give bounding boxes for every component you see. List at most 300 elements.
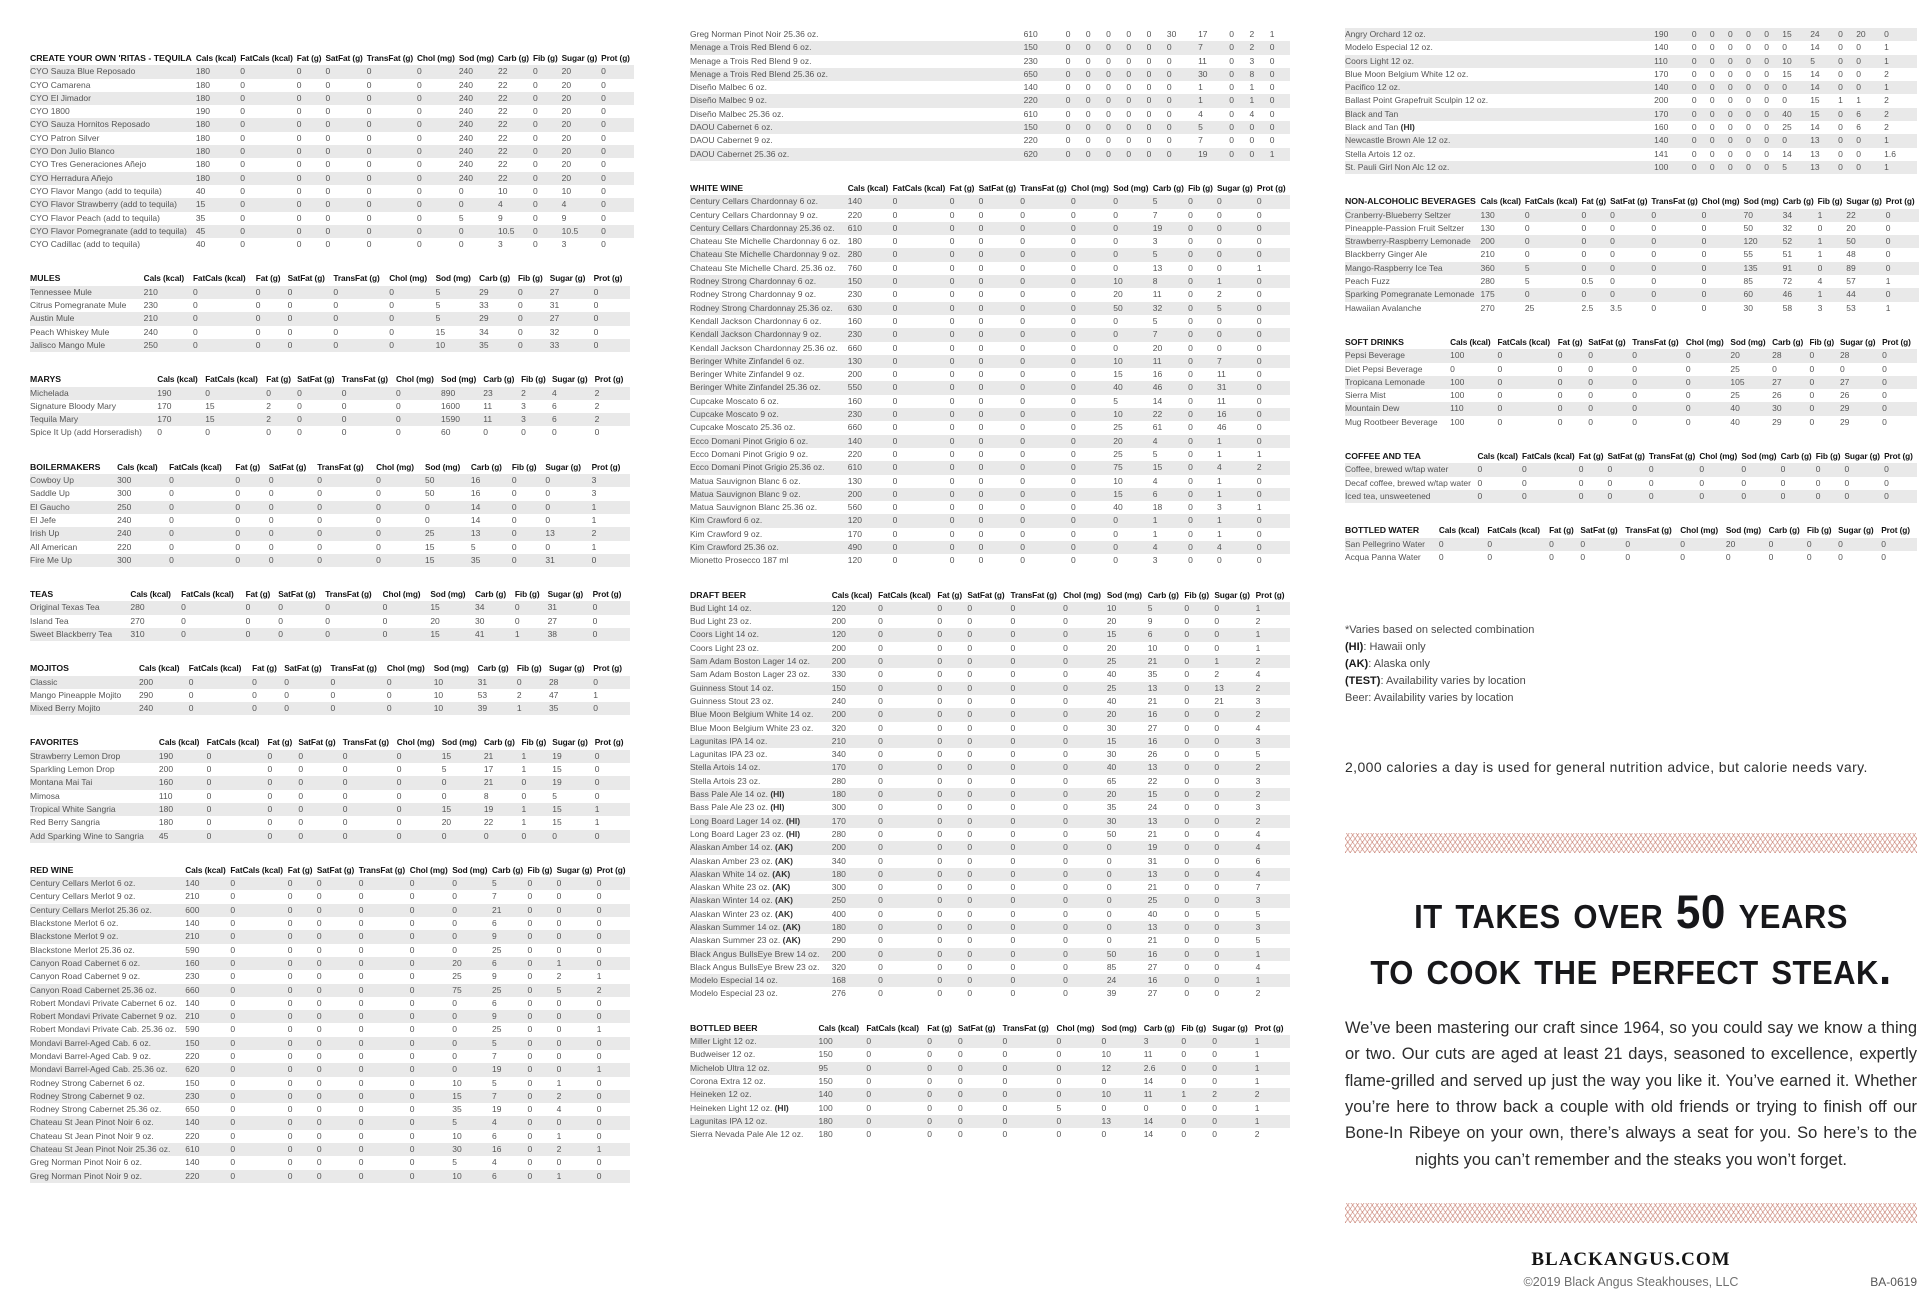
nutrition-value: 0 [1746, 68, 1751, 79]
nutrition-value: 0 [417, 239, 422, 250]
nutrition-value: 0 [269, 501, 317, 514]
nutrition-value: 0 [892, 448, 898, 459]
nutrition-value: 0 [397, 750, 442, 763]
nutrition-value: 0 [358, 1077, 364, 1088]
nutrition-value: 0 [1071, 302, 1113, 315]
nutrition-value: 0 [442, 830, 484, 843]
nutrition-value: 21 [1148, 655, 1185, 668]
nutrition-value: 50 [1113, 302, 1153, 315]
nutrition-value: 120 [832, 628, 878, 641]
nutrition-value: 240 [117, 514, 132, 525]
nutrition-value: 0 [557, 1037, 597, 1050]
nutrition-value: 0 [1106, 82, 1111, 93]
item-name: Blackstone Merlot 9 oz. [30, 930, 185, 943]
nutrition-value: 150 [1024, 121, 1066, 134]
nutrition-value: 2 [516, 689, 522, 700]
nutrition-value: 0 [1071, 488, 1113, 501]
nutrition-value: 0 [367, 198, 417, 211]
nutrition-value: 320 [831, 722, 846, 733]
nutrition-value: 9 [492, 1010, 528, 1023]
nutrition-value: 30 [1166, 29, 1177, 39]
column-header: Fat (g) [1578, 451, 1604, 462]
table-row [1345, 108, 1917, 121]
nutrition-value: 0 [967, 761, 1010, 774]
nutrition-value: 0 [1010, 761, 1063, 774]
nutrition-value: 0 [556, 918, 562, 929]
nutrition-value: 0 [967, 908, 973, 919]
nutrition-value: 10 [452, 1077, 462, 1088]
nutrition-value: 13 [1810, 134, 1838, 147]
item-name: Classic [30, 676, 139, 689]
nutrition-value: 0 [296, 239, 302, 250]
nutrition-value: 0 [1217, 555, 1222, 566]
nutrition-value: 0 [1882, 349, 1917, 362]
table-row [30, 1156, 630, 1169]
table-row [30, 615, 630, 628]
item-name: Stella Artois 14 oz. [690, 761, 832, 774]
nutrition-value: 0 [1625, 538, 1680, 551]
nutrition-value: 890 [441, 387, 483, 400]
nutrition-value: 5 [492, 1037, 528, 1050]
nutrition-value: 0 [1256, 555, 1262, 566]
nutrition-value: 0 [317, 488, 322, 499]
nutrition-value: 27 [550, 312, 594, 325]
nutrition-value: 10 [1147, 642, 1158, 653]
nutrition-value: 0 [333, 339, 389, 352]
nutrition-value: 7 [492, 1090, 528, 1103]
nutrition-value: 0 [978, 422, 984, 433]
nutrition-value: 0 [287, 997, 293, 1008]
column-header: Cals (kcal) [158, 737, 200, 748]
table-row [30, 413, 630, 426]
nutrition-value: 0 [1699, 490, 1741, 503]
nutrition-value: 0 [389, 339, 435, 352]
nutrition-value: 0 [1212, 1102, 1217, 1113]
nutrition-value: 0 [1071, 381, 1113, 394]
nutrition-value: 20 [562, 92, 602, 105]
nutrition-value: 1 [1256, 448, 1262, 459]
nutrition-value: 22 [1147, 775, 1158, 786]
nutrition-value: 0 [245, 615, 251, 626]
nutrition-value: 35 [549, 702, 593, 715]
item-name: Ecco Domani Pinot Grigio 9 oz. [690, 448, 809, 459]
nutrition-value: 28 [1772, 349, 1809, 362]
item-name: Saddle Up [30, 488, 70, 499]
item-name: Add Sparking Wine to Sangria [30, 830, 159, 843]
nutrition-value: 0 [1002, 1102, 1008, 1113]
nutrition-value: 1 [1217, 514, 1257, 527]
nutrition-value: 0 [1214, 961, 1220, 972]
nutrition-value: 190 [159, 750, 207, 763]
nutrition-value: 180 [818, 1129, 833, 1140]
nutrition-value: 0 [1063, 722, 1068, 733]
nutrition-value: 0 [316, 944, 322, 955]
nutrition-value: 0 [892, 475, 898, 486]
table-row [690, 894, 1290, 907]
nutrition-value: 0 [230, 1116, 287, 1129]
nutrition-value: 0 [978, 448, 984, 459]
nutrition-value: 0 [1188, 342, 1193, 353]
nutrition-value: 0 [230, 918, 236, 929]
nutrition-value: 0 [1229, 68, 1249, 81]
nutrition-value: 34 [475, 601, 515, 614]
nutrition-value: 27 [1147, 988, 1158, 999]
nutrition-value: 0 [1710, 55, 1728, 68]
nutrition-value: 6 [552, 413, 595, 426]
nutrition-value: 0 [230, 984, 287, 997]
nutrition-value: 140 [1654, 134, 1692, 147]
column-header: Prot (g) [1885, 196, 1915, 207]
nutrition-value: 170 [157, 400, 172, 411]
item-name: Long Board Lager 23 oz. (HI) [690, 828, 801, 839]
nutrition-value: 0 [878, 695, 883, 706]
column-header: SatFat (g) [298, 737, 336, 748]
nutrition-value: 6 [491, 1130, 497, 1141]
nutrition-value: 0 [596, 1104, 602, 1115]
nutrition-value: 0 [1806, 551, 1812, 562]
nutrition-value: 0 [1581, 222, 1587, 233]
nutrition-value: 180 [196, 118, 240, 131]
nutrition-value: 0 [417, 118, 459, 131]
item-name: Tennessee Mule [30, 286, 144, 299]
nutrition-value: 0 [1057, 1062, 1102, 1075]
nutrition-value: 0 [1746, 28, 1764, 41]
nutrition-value: 0 [358, 918, 364, 929]
nutrition-value: 0 [601, 79, 606, 90]
item-name: Budweiser 12 oz. [690, 1049, 756, 1060]
nutrition-value: 0 [1632, 402, 1686, 415]
nutrition-value: 0 [1702, 262, 1744, 275]
nutrition-value: 0 [967, 935, 973, 946]
nutrition-value: 0 [1066, 148, 1086, 161]
nutrition-value: 0 [230, 1090, 287, 1103]
column-header: Cals (kcal) [143, 273, 185, 284]
nutrition-value: 0 [1257, 328, 1290, 341]
nutrition-value: 6 [492, 957, 528, 970]
nutrition-value: 1 [1884, 42, 1889, 53]
nutrition-value: 0 [892, 395, 898, 406]
table-row [690, 381, 1290, 394]
nutrition-value: 400 [831, 908, 846, 919]
table-row [30, 554, 630, 567]
column-header: Cals (kcal) [818, 1022, 859, 1033]
nutrition-value: 0 [325, 628, 382, 641]
nutrition-value: 0 [967, 708, 1010, 721]
nutrition-value: 0 [1270, 41, 1290, 54]
nutrition-value: 1 [1250, 94, 1270, 107]
nutrition-value: 0 [1010, 921, 1063, 934]
nutrition-value: 0 [330, 689, 336, 700]
item-name: Ballast Point Grapefruit Sculpin 12 oz. [1345, 95, 1489, 106]
nutrition-value: 230 [185, 1090, 230, 1103]
nutrition-value: 19 [1198, 148, 1229, 161]
nutrition-value: 0 [1188, 475, 1193, 486]
nutrition-value: 0 [937, 908, 943, 919]
nutrition-value: 0 [878, 868, 937, 881]
nutrition-value: 0 [333, 300, 339, 311]
column-header: FatCals (kcal) [188, 663, 242, 674]
nutrition-value: 25 [492, 984, 528, 997]
nutrition-value: 0 [230, 1063, 287, 1076]
nutrition-value: 13 [1214, 682, 1255, 695]
nutrition-value: 0 [1632, 376, 1686, 389]
promo-title-line2: to cook the perfect steak. [1370, 942, 1892, 995]
nutrition-value: 1 [1269, 29, 1275, 39]
nutrition-value: 0 [892, 262, 898, 273]
nutrition-value: 0 [597, 1116, 630, 1129]
nutrition-value: 0 [937, 894, 967, 907]
nutrition-value: 0 [330, 702, 386, 715]
nutrition-table-non-alcoholic-beverages [1345, 195, 1919, 315]
nutrition-value: 0 [452, 1063, 492, 1076]
nutrition-value: 620 [185, 1063, 230, 1076]
column-header: SatFat (g) [278, 589, 316, 600]
item-name: Kendall Jackson Chardonnay 9 oz. [690, 328, 848, 341]
nutrition-value: 0 [1256, 236, 1262, 247]
nutrition-value: 0 [366, 159, 372, 170]
nutrition-value: 600 [185, 904, 230, 917]
nutrition-value: 0 [979, 302, 1021, 315]
nutrition-value: 1 [1198, 82, 1203, 93]
nutrition-value: 0 [1020, 528, 1025, 539]
nutrition-value: 0 [410, 904, 452, 917]
nutrition-value: 0 [484, 830, 522, 843]
nutrition-value: 0 [1610, 209, 1651, 222]
nutrition-value: 0 [317, 514, 322, 525]
nutrition-value: 240 [459, 65, 498, 78]
nutrition-value: 0 [967, 788, 1010, 801]
nutrition-value: 0 [1746, 148, 1751, 159]
nutrition-value: 0 [317, 1116, 359, 1129]
item-name: Modelo Especial 14 oz. [690, 974, 832, 987]
column-header: Chol (mg) [1071, 182, 1109, 193]
item-name: Beringer White Zinfandel 6 oz. [690, 355, 848, 368]
nutrition-value: 0 [528, 1063, 557, 1076]
nutrition-value: 95 [819, 1062, 867, 1075]
nutrition-value: 0 [343, 776, 397, 789]
nutrition-value: 0 [417, 106, 422, 117]
nutrition-value: 0 [1166, 135, 1172, 146]
nutrition-value: 0 [1692, 108, 1710, 121]
nutrition-value: 0 [967, 695, 973, 706]
nutrition-value: 0 [297, 413, 342, 426]
nutrition-value: 0 [1214, 974, 1255, 987]
nutrition-value: 0 [1126, 68, 1146, 81]
column-header: Prot (g) [593, 663, 622, 674]
nutrition-value: 0 [1188, 448, 1193, 459]
nutrition-value: 0 [230, 1157, 236, 1168]
nutrition-value: 0 [1113, 209, 1118, 220]
nutrition-value: 0 [551, 427, 557, 438]
item-name: Cranberry-Blueberry Seltzer [1345, 209, 1480, 222]
nutrition-value: 0 [892, 209, 898, 220]
nutrition-value: 0 [1020, 488, 1071, 501]
table-row [1345, 349, 1917, 362]
nutrition-value: 0 [1581, 262, 1610, 275]
nutrition-value: 4 [492, 1116, 528, 1129]
nutrition-value: 8 [483, 790, 489, 801]
nutrition-value: 0 [1071, 262, 1076, 273]
column-header: Sod (mg) [441, 737, 477, 748]
nutrition-value: 0 [1010, 841, 1063, 854]
nutrition-value: 0 [511, 488, 517, 499]
column-header: TransFat (g) [358, 864, 406, 875]
nutrition-value: 0 [979, 248, 1021, 261]
nutrition-value: 0 [366, 212, 372, 223]
nutrition-value: 7 [1198, 41, 1229, 54]
table-row [690, 148, 1290, 161]
nutrition-value: 0 [458, 185, 464, 196]
nutrition-value: 0 [1184, 788, 1214, 801]
nutrition-value: 4 [1255, 961, 1261, 972]
item-name: Lagunitas IPA 14 oz. [690, 735, 832, 748]
nutrition-value: 0 [1020, 236, 1025, 247]
table-row [690, 695, 1290, 708]
nutrition-value: 0 [556, 891, 562, 902]
nutrition-value: 0 [397, 830, 442, 843]
nutrition-value: 0 [1010, 855, 1016, 866]
nutrition-value: 0 [1020, 369, 1025, 380]
nutrition-value: 16 [470, 488, 481, 499]
nutrition-value: 140 [819, 1088, 867, 1101]
nutrition-value: 1 [1217, 448, 1222, 459]
item-name: Stella Artois 23 oz. [690, 775, 761, 786]
item-name: Bud Light 23 oz. [690, 616, 752, 627]
nutrition-value: 0 [1106, 908, 1112, 919]
nutrition-value: 0 [979, 381, 1021, 394]
nutrition-value: 130 [1480, 209, 1524, 222]
nutrition-value: 0 [1257, 355, 1290, 368]
nutrition-value: 0 [325, 92, 366, 105]
nutrition-value: 8 [1250, 68, 1270, 81]
item-name: CYO 1800 [30, 106, 70, 117]
nutrition-value: 35 [471, 554, 512, 567]
item-name: Kendall Jackson Chardonnay 25.36 oz. [690, 342, 838, 353]
nutrition-value: 0 [287, 1024, 293, 1035]
nutrition-value: 0 [325, 239, 331, 250]
nutrition-value: 0 [1728, 148, 1733, 159]
column-header: FatCals (kcal) [240, 53, 293, 63]
item-name: Greg Norman Pinot Noir 9 oz. [30, 1170, 185, 1183]
nutrition-value: 10 [1107, 602, 1148, 615]
nutrition-value: 0 [1746, 134, 1764, 147]
nutrition-value: 0 [532, 159, 538, 170]
nutrition-value: 0 [927, 1062, 958, 1075]
nutrition-value: 0 [1769, 538, 1807, 551]
column-header: Fat (g) [245, 589, 271, 600]
table-row [690, 668, 1290, 681]
nutrition-value: 0 [1781, 463, 1816, 476]
nutrition-value: 0 [359, 1037, 410, 1050]
nutrition-value: 10 [1113, 275, 1153, 288]
nutrition-value: 0 [878, 735, 937, 748]
nutrition-value: 13 [1148, 682, 1185, 695]
item-name: Greg Norman Pinot Noir 6 oz. [30, 1157, 142, 1168]
nutrition-value: 0 [367, 225, 417, 238]
nutrition-value: 0 [240, 132, 245, 143]
table-row [30, 984, 630, 997]
nutrition-value: 0 [287, 944, 293, 955]
nutrition-value: 0 [1580, 538, 1625, 551]
item-name: Rodney Strong Chardonnay 6 oz. [690, 275, 848, 288]
nutrition-value: 0 [1106, 148, 1126, 161]
nutrition-value: 0 [1702, 235, 1744, 248]
nutrition-value: 0 [1188, 302, 1217, 315]
table-header-row [30, 736, 630, 749]
nutrition-value: 10 [1113, 408, 1153, 421]
nutrition-value: 11 [1217, 395, 1226, 406]
item-name: Decaf coffee, brewed w/tap water [1345, 477, 1471, 488]
nutrition-value: 2 [595, 413, 630, 426]
item-name: CYO Patron Silver [30, 132, 100, 143]
section-title: MULES [30, 273, 61, 284]
item-name: Newcastle Brown Ale 12 oz. [1345, 134, 1654, 147]
nutrition-value: 0 [376, 554, 425, 567]
nutrition-value: 16 [1148, 735, 1185, 748]
nutrition-value: 10 [497, 185, 508, 196]
note-line: (TEST): Availability varies by location [1345, 675, 1526, 688]
nutrition-value: 170 [847, 528, 862, 539]
nutrition-value: 31 [1147, 855, 1158, 866]
nutrition-value: 1 [1256, 602, 1290, 615]
nutrition-value: 0 [410, 1116, 452, 1129]
nutrition-value: 14 [1810, 122, 1820, 133]
nutrition-value: 0 [949, 395, 955, 406]
nutrition-value: 0 [316, 891, 322, 902]
nutrition-value: 0 [410, 984, 452, 997]
nutrition-value: 0 [949, 262, 955, 273]
nutrition-value: 0 [878, 628, 937, 641]
nutrition-value: 2 [1256, 655, 1290, 668]
nutrition-value: 0 [1809, 349, 1840, 362]
nutrition-value: 0 [950, 248, 979, 261]
nutrition-value: 200 [1480, 235, 1524, 248]
nutrition-value: 0 [1809, 416, 1815, 427]
nutrition-value: 0 [389, 300, 394, 311]
nutrition-value: 0 [1184, 602, 1214, 615]
nutrition-value: 0 [601, 198, 634, 211]
nutrition-value: 5 [492, 877, 528, 890]
nutrition-value: 140 [185, 997, 200, 1008]
nutrition-value: 0 [1020, 381, 1071, 394]
nutrition-value: 0 [442, 776, 484, 789]
nutrition-value: 0 [1184, 749, 1190, 760]
nutrition-value: 0 [1477, 477, 1483, 488]
nutrition-value: 0 [967, 921, 1010, 934]
nutrition-value: 1 [1254, 1049, 1260, 1060]
nutrition-value: 28 [549, 676, 593, 689]
nutrition-value: 0 [878, 749, 883, 760]
nutrition-value: 180 [832, 868, 878, 881]
nutrition-value: 0 [169, 514, 174, 525]
nutrition-value: 60 [441, 427, 451, 438]
nutrition-value: 130 [847, 475, 862, 486]
nutrition-value: 0 [1764, 81, 1782, 94]
nutrition-value: 4 [1153, 435, 1188, 448]
nutrition-value: 0 [1764, 68, 1769, 79]
nutrition-value: 0 [1579, 490, 1608, 503]
nutrition-value: 0 [316, 918, 322, 929]
nutrition-value: 0 [1188, 461, 1217, 474]
nutrition-value: 0 [1166, 108, 1172, 119]
nutrition-value: 0 [366, 132, 372, 143]
column-header: Chol (mg) [1680, 525, 1719, 536]
nutrition-value: 0 [1020, 355, 1071, 368]
nutrition-value: 4 [1217, 461, 1257, 474]
nutrition-value: 15 [425, 554, 471, 567]
nutrition-value: 35 [195, 212, 206, 223]
table-row [1345, 209, 1919, 222]
